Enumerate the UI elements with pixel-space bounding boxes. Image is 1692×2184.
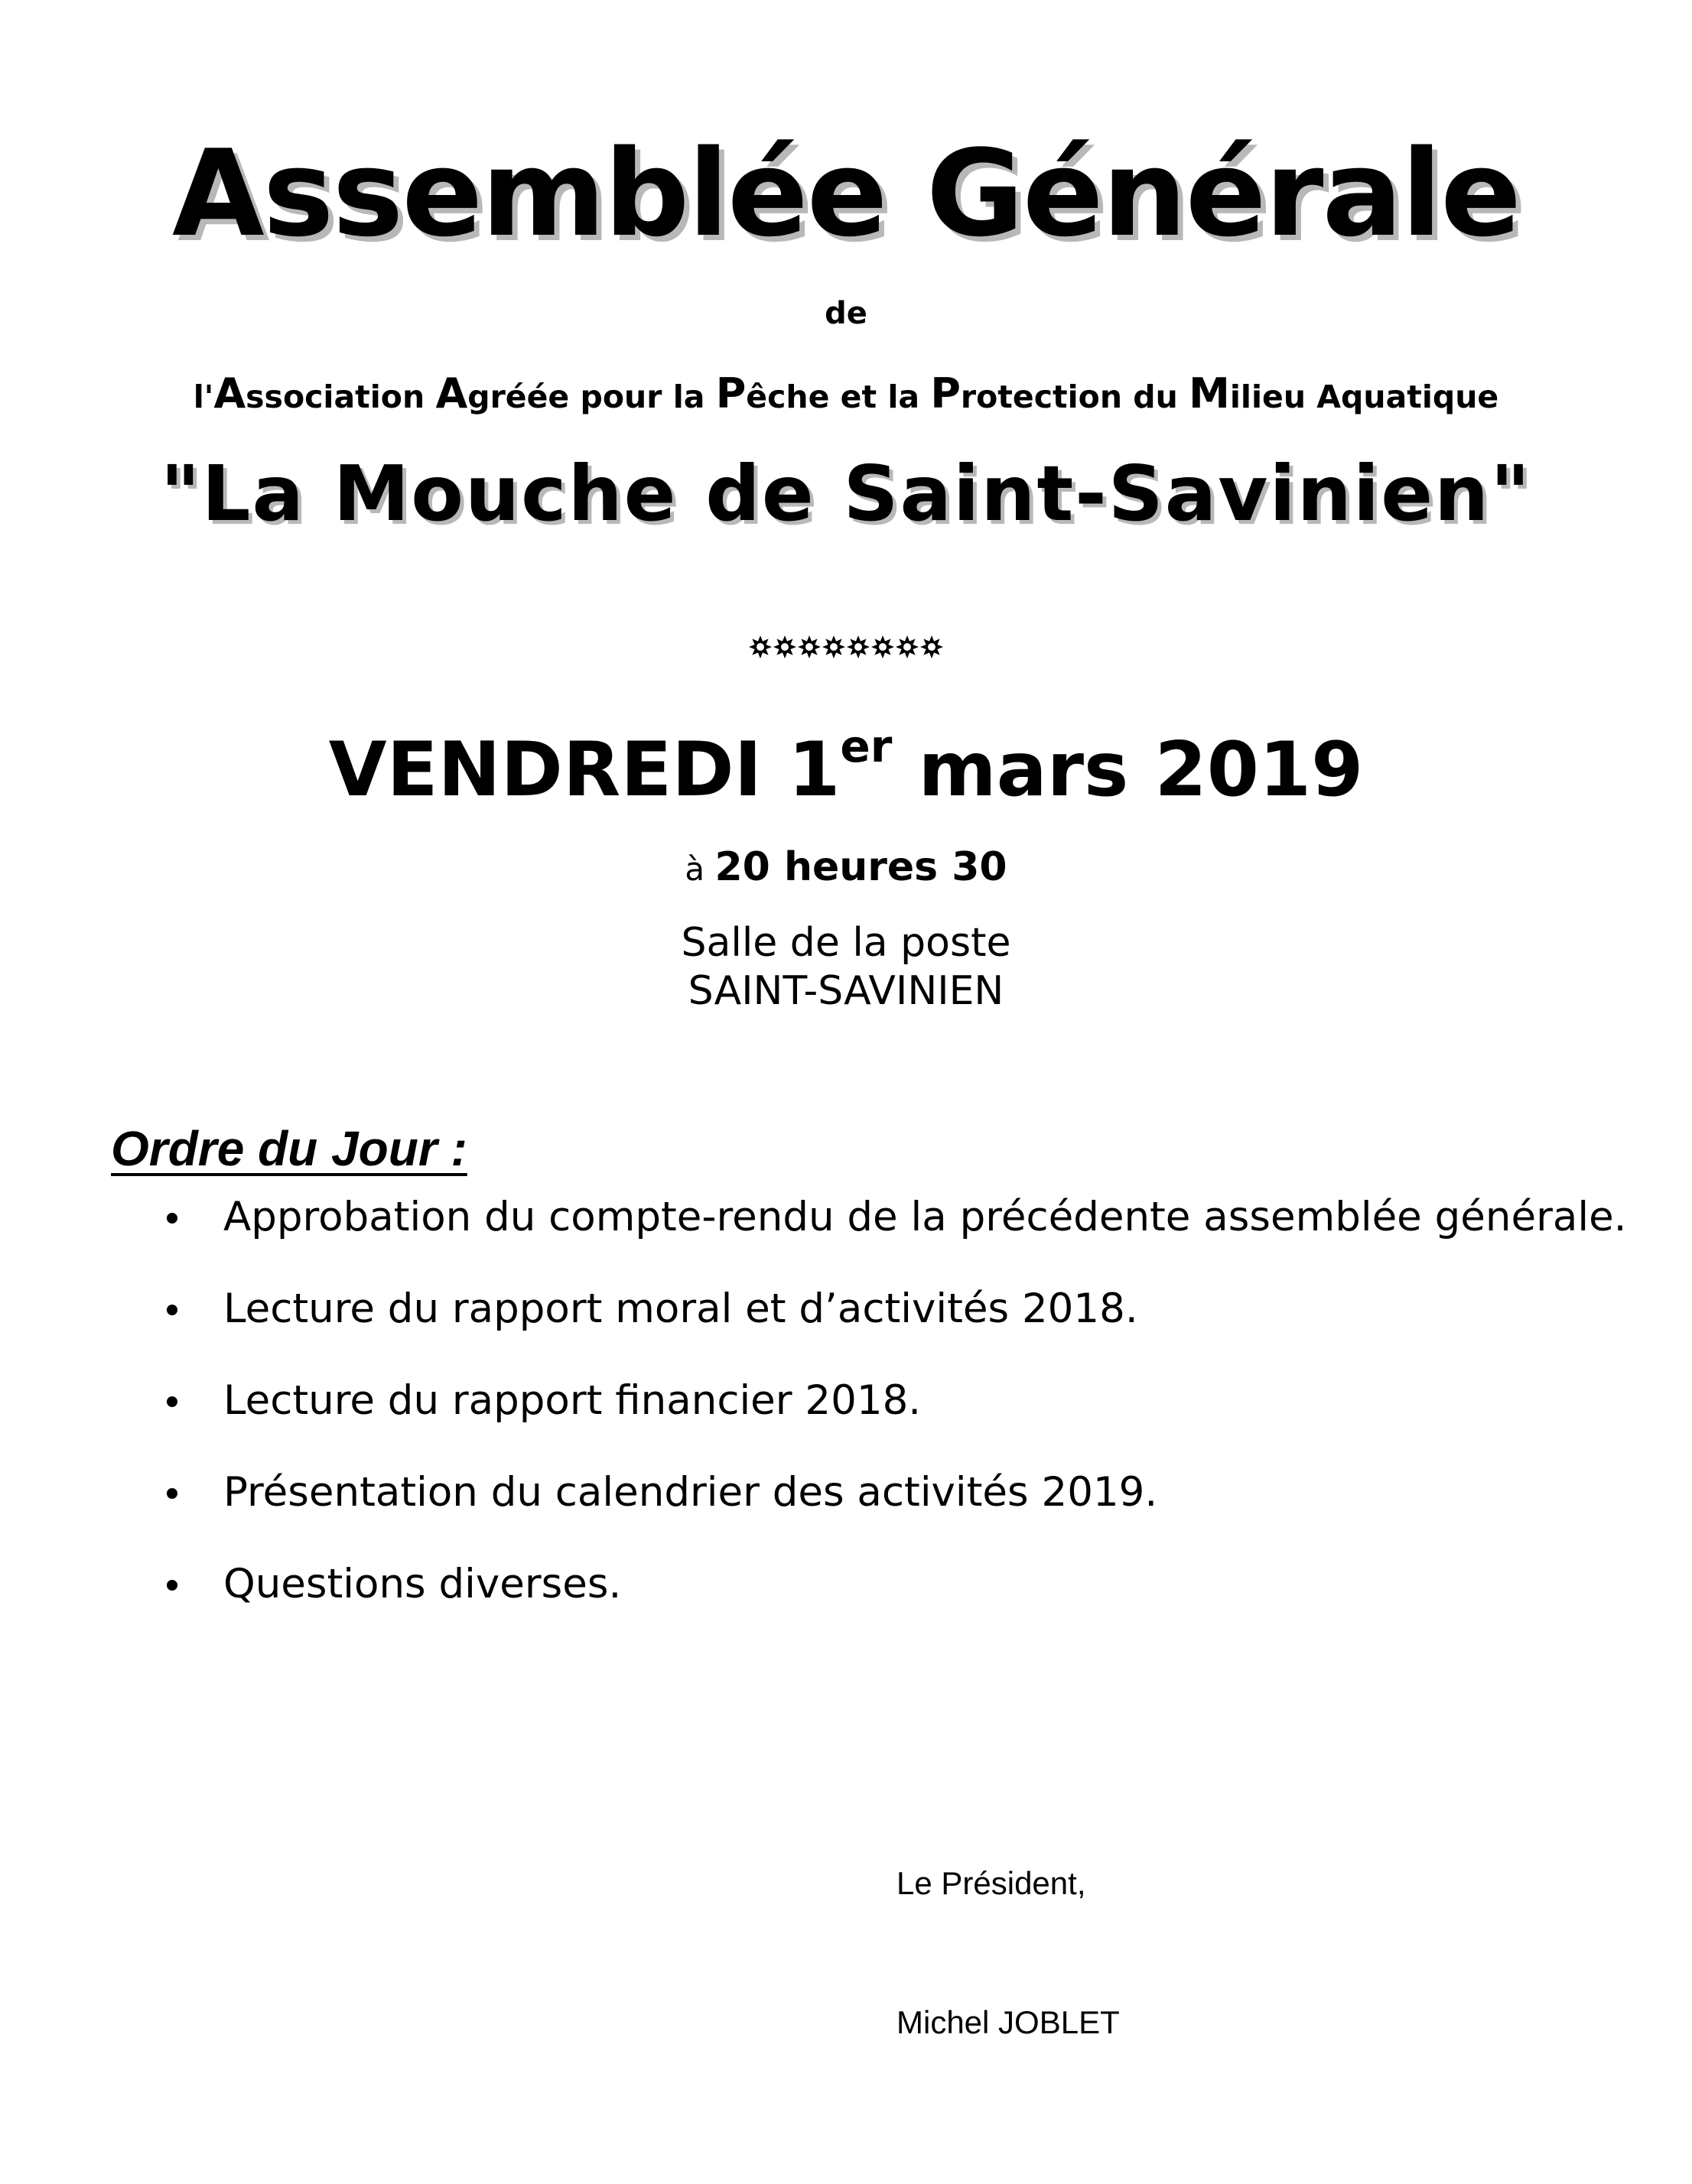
star-center <box>879 643 887 651</box>
association-part-0: l' <box>193 379 214 415</box>
agenda-item <box>0 1376 1692 1468</box>
bullet-icon <box>167 1305 177 1315</box>
time-prefix: à <box>685 850 715 888</box>
venue-line-1: Salle de la poste <box>681 920 1011 966</box>
agenda-item-text: Lecture du rapport moral et d’activités 2018. <box>223 1285 1138 1332</box>
star-center <box>854 643 862 651</box>
signature-role: Le Président, <box>896 1865 1086 1901</box>
star-center <box>928 643 935 651</box>
association-part-4: Protection du <box>930 369 1189 418</box>
club-name: "La Mouche de Saint-Savinien" <box>160 449 1532 538</box>
time-value: 20 heures 30 <box>714 844 1007 890</box>
bullet-icon <box>167 1580 177 1591</box>
agenda-item <box>0 1560 1692 1652</box>
star-row-icon <box>0 632 1692 665</box>
signature-name: Michel JOBLET <box>896 2004 1120 2040</box>
star-center <box>830 643 838 651</box>
agenda-item <box>0 1193 1692 1285</box>
title-preposition: de <box>825 296 867 331</box>
document-title: Assemblée Générale <box>171 124 1521 263</box>
meeting-day: VENDREDI 1 <box>328 726 841 814</box>
agenda-list <box>0 1193 1692 1652</box>
agenda-item <box>0 1285 1692 1376</box>
association-name <box>0 369 1692 418</box>
star-center <box>903 643 911 651</box>
agenda-item-text: Présentation du calendrier des activités 2019. <box>223 1469 1158 1516</box>
association-part-1: Association <box>213 369 436 418</box>
meeting-month-year: mars 2019 <box>892 726 1364 814</box>
agenda-title: Ordre du Jour : <box>111 1121 467 1176</box>
star-center <box>757 643 764 651</box>
association-part-5: Milieu Aquatique <box>1189 369 1499 418</box>
meeting-date <box>0 720 1692 814</box>
ordinal-suffix: er <box>840 720 893 772</box>
meeting-time <box>0 844 1692 890</box>
agenda-item-text: Questions diverses. <box>223 1561 622 1607</box>
agenda-item-text: Approbation du compte-rendu de la précédente assemblée générale. <box>223 1194 1627 1240</box>
meeting-venue <box>0 919 1692 1016</box>
star-center <box>805 643 813 651</box>
bullet-icon <box>167 1396 177 1407</box>
association-part-3: Pêche et la <box>715 369 931 418</box>
association-part-2: Agréée pour la <box>435 369 716 418</box>
bullet-icon <box>167 1213 177 1224</box>
venue-line-2: SAINT-SAVINIEN <box>688 968 1004 1014</box>
agenda-item-text: Lecture du rapport financier 2018. <box>223 1377 922 1424</box>
bullet-icon <box>167 1488 177 1499</box>
agenda-item <box>0 1468 1692 1560</box>
star-center <box>781 643 789 651</box>
